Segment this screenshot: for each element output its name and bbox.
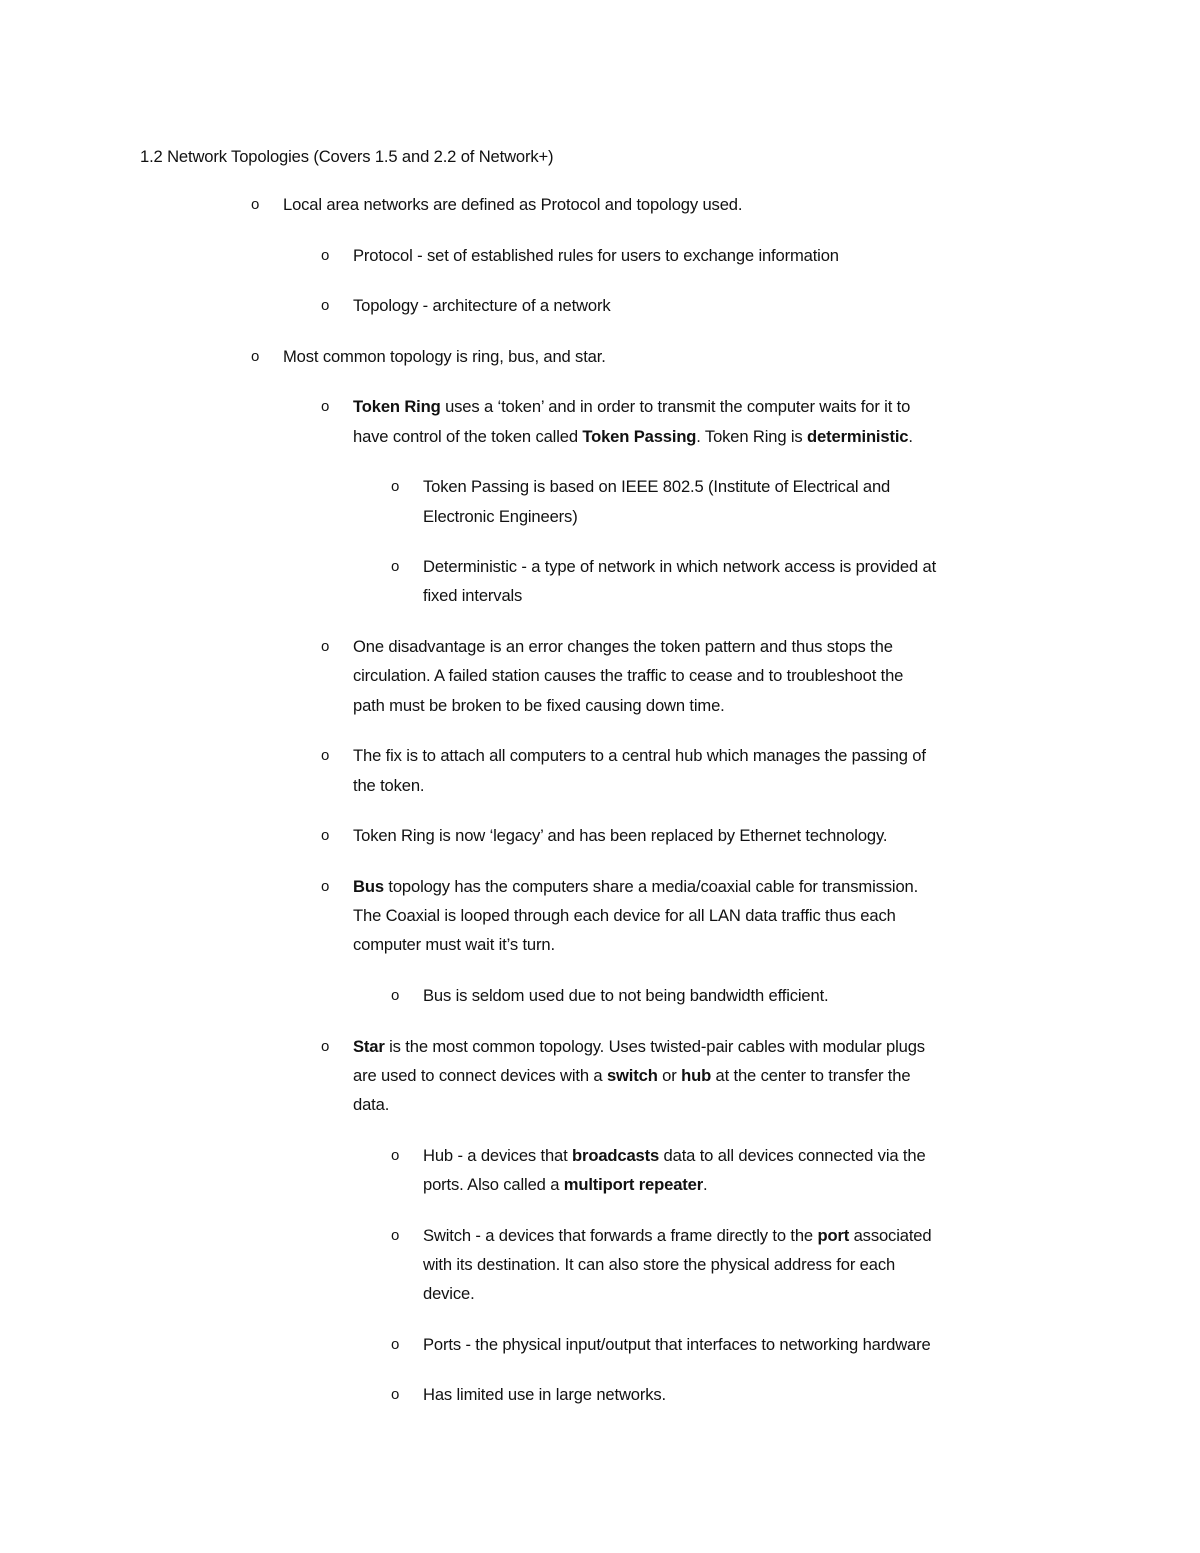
bullet-circle-icon: o: [391, 1226, 400, 1244]
list-item-text: [423, 1330, 1200, 1359]
bold-term: Star: [353, 1036, 385, 1056]
text-run: One disadvantage is an error changes the token pattern and thus stops the: [353, 637, 893, 657]
text-run: with its destination. It can also store the physical address for each: [423, 1254, 896, 1274]
bold-term: hub: [681, 1065, 712, 1085]
page-title: 1.2 Network Topologies (Covers 1.5 and 2.2 of Network+): [140, 147, 554, 166]
text-run: Most common topology is ring, bus, and star.: [283, 346, 606, 366]
text-run: data.: [353, 1095, 390, 1115]
text-run: ports. Also called a: [423, 1174, 564, 1194]
list-item-text: [423, 981, 1200, 1010]
text-run: path must be broken to be fixed causing down time.: [353, 695, 725, 715]
list-item-text: [423, 1141, 1200, 1200]
list-item-text: [423, 1380, 1200, 1409]
bullet-circle-icon: o: [321, 297, 330, 315]
text-run: the token.: [353, 775, 425, 795]
bold-term: switch: [606, 1065, 658, 1085]
bullet-circle-icon: o: [391, 1146, 400, 1164]
bullet-circle-icon: o: [321, 877, 330, 895]
text-run: .: [703, 1174, 708, 1194]
list-item: [0, 1141, 1200, 1200]
list-item-text: [353, 1032, 1200, 1120]
list-item: [0, 190, 1200, 219]
list-item-text: [423, 472, 1200, 531]
text-run: fixed intervals: [423, 586, 523, 606]
bold-term: multiport repeater: [563, 1174, 704, 1194]
text-run: circulation. A failed station causes the traffic to cease and to troubleshoot the: [353, 666, 904, 686]
list-item: [0, 291, 1200, 320]
text-run: Local area networks are defined as Protocol and topology used.: [283, 195, 743, 214]
text-run: Protocol - set of established rules for users to exchange information: [353, 245, 839, 265]
list-item: [0, 392, 1200, 451]
bullet-circle-icon: o: [321, 747, 330, 765]
text-run: topology has the computers share a media/coaxial cable for transmission.: [383, 876, 919, 896]
bullet-circle-icon: o: [321, 398, 330, 416]
bullet-circle-icon: o: [391, 986, 400, 1004]
list-item: [0, 1032, 1200, 1120]
text-run: at the center to transfer the: [711, 1065, 911, 1085]
bullet-circle-icon: o: [321, 827, 330, 845]
list-item-text: [353, 291, 1200, 320]
text-run: Ports - the physical input/output that interfaces to networking hardware: [423, 1334, 931, 1354]
text-run: are used to connect devices with a: [353, 1065, 607, 1085]
bullet-circle-icon: o: [251, 196, 260, 213]
list-item-text: [353, 392, 1200, 451]
list-item: [0, 472, 1200, 531]
list-item: [0, 342, 1200, 371]
list-item-text: [423, 552, 1200, 611]
bullet-list: [0, 190, 1200, 1431]
bold-term: Token Passing: [582, 426, 697, 446]
text-run: uses a ‘token’ and in order to transmit the computer waits for it to: [440, 397, 911, 417]
text-run: Bus is seldom used due to not being bandwidth efficient.: [423, 985, 829, 1005]
list-item-text: [353, 821, 1200, 850]
bold-term: Token Ring: [353, 397, 441, 417]
bullet-circle-icon: o: [321, 638, 330, 656]
text-run: .: [908, 426, 913, 446]
text-run: Token Passing is based on IEEE 802.5 (Institute of Electrical and: [423, 477, 891, 497]
bullet-circle-icon: o: [391, 1386, 400, 1404]
list-item-text: [353, 741, 1200, 800]
bullet-circle-icon: o: [391, 558, 400, 576]
bullet-circle-icon: o: [321, 246, 330, 264]
text-run: Deterministic - a type of network in which network access is provided at: [423, 557, 937, 577]
bullet-circle-icon: o: [391, 1335, 400, 1353]
bold-term: port: [817, 1225, 850, 1245]
text-run: associated: [849, 1225, 932, 1245]
text-run: computer must wait it’s turn.: [353, 935, 555, 955]
list-item: [0, 741, 1200, 800]
list-item: [0, 1330, 1200, 1359]
list-item: [0, 821, 1200, 850]
text-run: The fix is to attach all computers to a central hub which manages the passing of: [353, 746, 926, 766]
text-run: The Coaxial is looped through each device for all LAN data traffic thus each: [353, 906, 896, 926]
list-item-text: [423, 1221, 1200, 1309]
list-item: [0, 872, 1200, 960]
bullet-circle-icon: o: [391, 478, 400, 496]
list-item: [0, 981, 1200, 1010]
text-run: Switch - a devices that forwards a frame directly to the: [423, 1225, 818, 1245]
list-item-text: [283, 342, 1200, 371]
text-run: Electronic Engineers): [423, 506, 578, 526]
text-run: Hub - a devices that: [423, 1145, 573, 1165]
list-item-text: [353, 241, 1200, 270]
text-run: have control of the token called: [353, 426, 583, 446]
text-run: Has limited use in large networks.: [423, 1385, 666, 1405]
text-run: device.: [423, 1284, 475, 1304]
bullet-circle-icon: o: [321, 1037, 330, 1055]
bold-term: Bus: [353, 876, 384, 896]
list-item-text: [353, 872, 1200, 960]
list-item: [0, 1380, 1200, 1409]
text-run: Token Ring is now ‘legacy’ and has been replaced by Ethernet technology.: [353, 826, 888, 846]
list-item-text: [353, 632, 1200, 720]
list-item: [0, 632, 1200, 720]
text-run: Topology - architecture of a network: [353, 296, 611, 316]
text-run: or: [657, 1065, 682, 1085]
bold-term: broadcasts: [572, 1145, 660, 1165]
text-run: is the most common topology. Uses twisted-pair cables with modular plugs: [384, 1036, 925, 1056]
list-item: [0, 1221, 1200, 1309]
list-item-text: [283, 190, 1200, 219]
bold-term: deterministic: [807, 426, 909, 446]
bullet-circle-icon: o: [251, 347, 260, 365]
text-run: . Token Ring is: [696, 426, 808, 446]
list-item: [0, 552, 1200, 611]
list-item: [0, 241, 1200, 270]
text-run: data to all devices connected via the: [659, 1145, 926, 1165]
